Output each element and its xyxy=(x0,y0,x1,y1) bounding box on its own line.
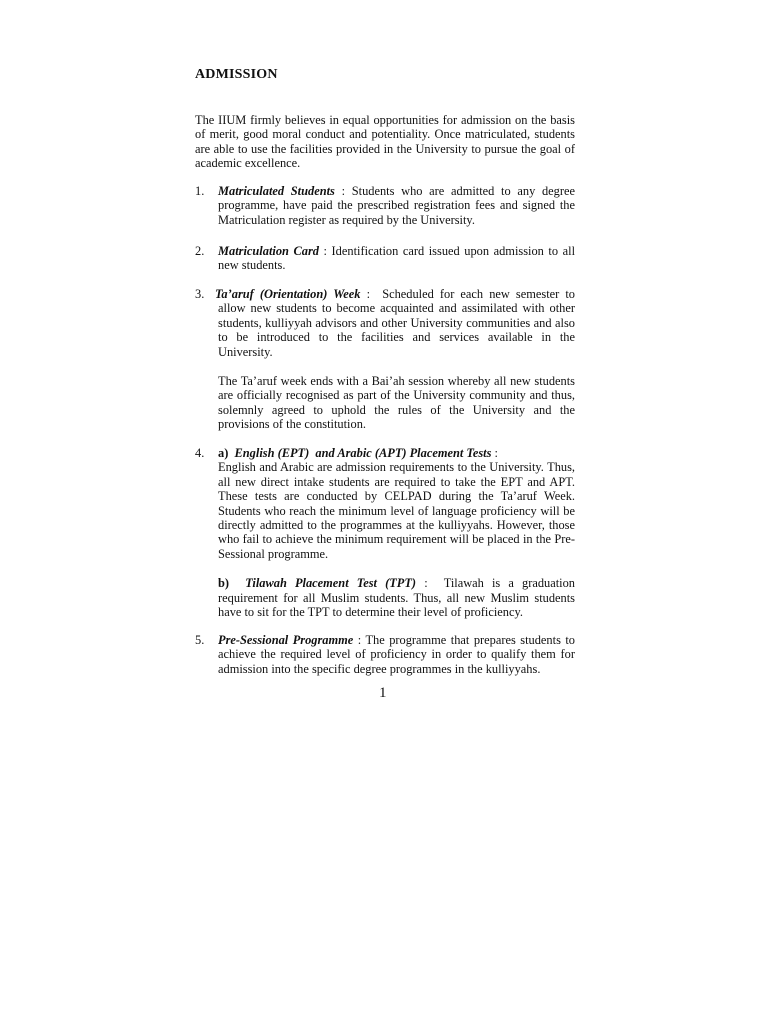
item-separator: : xyxy=(318,244,332,258)
item-body xyxy=(218,446,575,619)
item-text: The programme that prepares students to achieve the required level of proficiency in order to qualify them for admission into the specific degree programmes in the kulliyyahs. xyxy=(218,633,575,676)
list-item-1 xyxy=(195,184,575,227)
item-body xyxy=(218,244,575,273)
item-number: 2. xyxy=(195,244,205,258)
item-term: Matriculated Students xyxy=(218,184,335,198)
list-item-2 xyxy=(195,244,575,273)
sub-item-term: Tilawah Placement Test (TPT) xyxy=(245,576,417,591)
item-number: 4. xyxy=(195,446,205,460)
item-term: Ta’aruf (Orientation) Week xyxy=(215,287,361,301)
item-second-paragraph: The Ta’aruf week ends with a Bai’ah session whereby all new students are officially recognised as part of the University community and thus, solemnly agreed to uphold the rules of the University and the provisions of the constitution. xyxy=(218,374,575,432)
intro-paragraph: The IIUM firmly believes in equal opportunities for admission on the basis of merit, good moral conduct and potentiality. Once matriculated, students are able to use the facilities provided in the University to pursue the goal of academic excellence. xyxy=(195,113,575,171)
item-body xyxy=(218,633,575,676)
item-separator: : xyxy=(334,184,352,198)
item-text: Scheduled for each new semester to allow new students to become acquainted and assimilated with other students, kulliyyah advisors and other University communities and also to be introduced to the facilities and services available in the University. xyxy=(218,287,576,359)
item-number: 5. xyxy=(195,633,205,647)
item-term: Matriculation Card xyxy=(218,244,319,258)
sub-item-letter: a) xyxy=(218,446,229,460)
item-number: 1. xyxy=(195,184,205,198)
list-item-3 xyxy=(195,287,575,432)
item-body xyxy=(218,184,575,227)
item-text: Students who are admitted to any degree programme, have paid the prescribed registration fees and signed the Matriculation register as required by the University. xyxy=(218,184,576,227)
page-title: ADMISSION xyxy=(195,67,278,82)
sub-item-b xyxy=(218,576,575,619)
item-body xyxy=(215,287,576,432)
sub-item-term: English (EPT) and Arabic (APT) Placement Tests xyxy=(234,446,492,460)
list-item-4 xyxy=(195,446,575,619)
item-separator: : xyxy=(353,633,366,647)
sub-item-letter: b) xyxy=(218,576,230,591)
sub-item-separator: : xyxy=(491,446,498,460)
page-number: 1 xyxy=(379,685,387,701)
sub-item-separator: : xyxy=(416,576,444,591)
item-separator: : xyxy=(360,287,383,301)
list-item-5 xyxy=(195,633,575,676)
item-number: 3. xyxy=(195,287,205,301)
sub-item-a xyxy=(218,446,575,561)
item-term: Pre-Sessional Programme xyxy=(218,633,354,647)
sub-item-text: Tilawah is a graduation requirement for all Muslim students. Thus, all new Muslim students have to sit for the TPT to determine their level of proficiency. xyxy=(218,576,575,620)
item-text: Identification card issued upon admission to all new students. xyxy=(218,244,576,273)
sub-item-text: English and Arabic are admission requirements to the University. Thus, all new direct intake students are required to take the EPT and APT. These tests are conducted by CELPAD during the Ta’aruf Week. Students who reach the minimum level of language proficiency will be directly admitted to the programmes at the kulliyyahs. However, those who fail to achieve the minimum requirement will be placed in the Pre-Sessional programme. xyxy=(218,460,575,561)
